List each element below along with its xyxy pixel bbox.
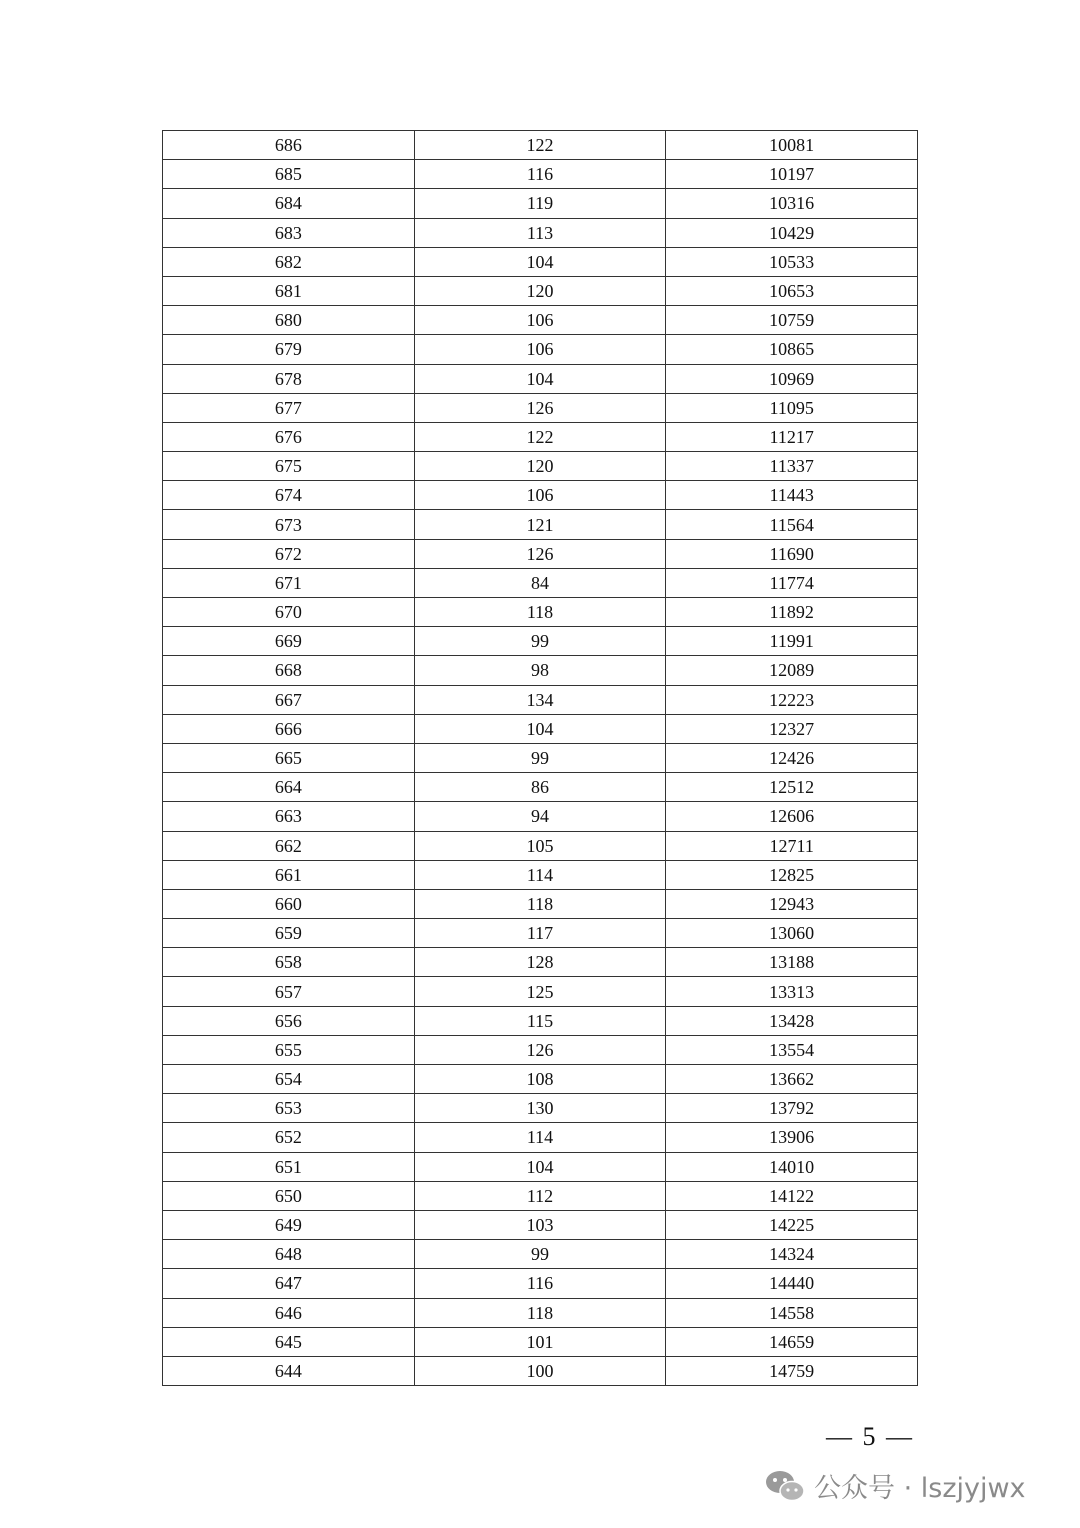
table-row [163, 568, 918, 597]
score-cell: 684 [163, 189, 415, 218]
count-cell: 121 [414, 510, 666, 539]
cumulative-cell: 10316 [666, 189, 918, 218]
table-row [163, 1240, 918, 1269]
score-cell: 676 [163, 422, 415, 451]
table-body [163, 131, 918, 1386]
cumulative-cell: 13060 [666, 919, 918, 948]
cumulative-cell: 10197 [666, 160, 918, 189]
cumulative-cell: 13554 [666, 1035, 918, 1064]
table-row [163, 743, 918, 772]
score-cell: 667 [163, 685, 415, 714]
score-cell: 672 [163, 539, 415, 568]
cumulative-cell: 13428 [666, 1006, 918, 1035]
count-cell: 120 [414, 452, 666, 481]
score-cell: 657 [163, 977, 415, 1006]
score-cell: 681 [163, 276, 415, 305]
count-cell: 99 [414, 627, 666, 656]
score-cell: 645 [163, 1327, 415, 1356]
cumulative-cell: 10653 [666, 276, 918, 305]
count-cell: 105 [414, 831, 666, 860]
count-cell: 94 [414, 802, 666, 831]
score-cell: 673 [163, 510, 415, 539]
count-cell: 118 [414, 1298, 666, 1327]
table-row [163, 276, 918, 305]
count-cell: 106 [414, 335, 666, 364]
score-cell: 678 [163, 364, 415, 393]
table-row [163, 1210, 918, 1239]
cumulative-cell: 12327 [666, 714, 918, 743]
watermark-text: 公众号 · lszjyjwx [814, 1473, 1026, 1504]
table-row [163, 802, 918, 831]
count-cell: 98 [414, 656, 666, 685]
score-cell: 682 [163, 247, 415, 276]
cumulative-cell: 11337 [666, 452, 918, 481]
count-cell: 117 [414, 919, 666, 948]
count-cell: 134 [414, 685, 666, 714]
count-cell: 118 [414, 889, 666, 918]
table-row [163, 452, 918, 481]
count-cell: 118 [414, 598, 666, 627]
count-cell: 86 [414, 773, 666, 802]
cumulative-cell: 11443 [666, 481, 918, 510]
count-cell: 84 [414, 568, 666, 597]
cumulative-cell: 14659 [666, 1327, 918, 1356]
score-cell: 661 [163, 860, 415, 889]
cumulative-cell: 14558 [666, 1298, 918, 1327]
count-cell: 126 [414, 539, 666, 568]
score-cell: 677 [163, 393, 415, 422]
count-cell: 103 [414, 1210, 666, 1239]
score-cell: 663 [163, 802, 415, 831]
table-row [163, 189, 918, 218]
count-cell: 101 [414, 1327, 666, 1356]
score-cell: 686 [163, 131, 415, 160]
count-cell: 130 [414, 1094, 666, 1123]
cumulative-cell: 13313 [666, 977, 918, 1006]
table-row [163, 131, 918, 160]
score-cell: 658 [163, 948, 415, 977]
count-cell: 106 [414, 306, 666, 335]
count-cell: 128 [414, 948, 666, 977]
count-cell: 126 [414, 1035, 666, 1064]
count-cell: 116 [414, 160, 666, 189]
table-row [163, 1181, 918, 1210]
cumulative-cell: 14010 [666, 1152, 918, 1181]
count-cell: 104 [414, 364, 666, 393]
table-row [163, 481, 918, 510]
count-cell: 122 [414, 131, 666, 160]
table-row [163, 306, 918, 335]
cumulative-cell: 14324 [666, 1240, 918, 1269]
table-row [163, 627, 918, 656]
cumulative-cell: 12089 [666, 656, 918, 685]
score-cell: 655 [163, 1035, 415, 1064]
table-row [163, 1269, 918, 1298]
score-cell: 652 [163, 1123, 415, 1152]
cumulative-cell: 14225 [666, 1210, 918, 1239]
table-row [163, 1152, 918, 1181]
count-cell: 120 [414, 276, 666, 305]
count-cell: 99 [414, 743, 666, 772]
cumulative-cell: 11095 [666, 393, 918, 422]
table-row [163, 919, 918, 948]
table-row [163, 1035, 918, 1064]
score-cell: 650 [163, 1181, 415, 1210]
table-row [163, 685, 918, 714]
cumulative-cell: 13792 [666, 1094, 918, 1123]
score-cell: 671 [163, 568, 415, 597]
score-cell: 649 [163, 1210, 415, 1239]
cumulative-cell: 14122 [666, 1181, 918, 1210]
table-row [163, 335, 918, 364]
score-cell: 668 [163, 656, 415, 685]
cumulative-cell: 13188 [666, 948, 918, 977]
count-cell: 116 [414, 1269, 666, 1298]
score-cell: 675 [163, 452, 415, 481]
table-row [163, 714, 918, 743]
cumulative-cell: 12223 [666, 685, 918, 714]
score-cell: 683 [163, 218, 415, 247]
count-cell: 108 [414, 1065, 666, 1094]
table-row [163, 1065, 918, 1094]
count-cell: 115 [414, 1006, 666, 1035]
table-row [163, 656, 918, 685]
cumulative-cell: 12606 [666, 802, 918, 831]
cumulative-cell: 13662 [666, 1065, 918, 1094]
score-cell: 664 [163, 773, 415, 802]
count-cell: 104 [414, 247, 666, 276]
count-cell: 122 [414, 422, 666, 451]
score-cell: 659 [163, 919, 415, 948]
table-row [163, 773, 918, 802]
page-number: — 5 — [826, 1422, 914, 1451]
cumulative-cell: 11774 [666, 568, 918, 597]
watermark [764, 1466, 1026, 1505]
score-cell: 648 [163, 1240, 415, 1269]
count-cell: 126 [414, 393, 666, 422]
cumulative-cell: 11217 [666, 422, 918, 451]
score-cell: 670 [163, 598, 415, 627]
table-row [163, 160, 918, 189]
table-row [163, 422, 918, 451]
score-cell: 651 [163, 1152, 415, 1181]
cumulative-cell: 12512 [666, 773, 918, 802]
cumulative-cell: 13906 [666, 1123, 918, 1152]
score-cell: 654 [163, 1065, 415, 1094]
score-cell: 656 [163, 1006, 415, 1035]
table-row [163, 1006, 918, 1035]
count-cell: 112 [414, 1181, 666, 1210]
cumulative-cell: 10969 [666, 364, 918, 393]
score-cell: 662 [163, 831, 415, 860]
count-cell: 104 [414, 714, 666, 743]
table-row [163, 393, 918, 422]
cumulative-cell: 14440 [666, 1269, 918, 1298]
table-row [163, 247, 918, 276]
score-cell: 647 [163, 1269, 415, 1298]
cumulative-cell: 10429 [666, 218, 918, 247]
cumulative-cell: 10759 [666, 306, 918, 335]
count-cell: 125 [414, 977, 666, 1006]
score-cell: 646 [163, 1298, 415, 1327]
table-row [163, 860, 918, 889]
table-row [163, 1094, 918, 1123]
cumulative-cell: 12943 [666, 889, 918, 918]
cumulative-cell: 14759 [666, 1356, 918, 1385]
count-cell: 106 [414, 481, 666, 510]
table-row [163, 539, 918, 568]
cumulative-cell: 11564 [666, 510, 918, 539]
cumulative-cell: 12825 [666, 860, 918, 889]
count-cell: 104 [414, 1152, 666, 1181]
score-cell: 653 [163, 1094, 415, 1123]
score-cell: 680 [163, 306, 415, 335]
cumulative-cell: 11892 [666, 598, 918, 627]
cumulative-cell: 12711 [666, 831, 918, 860]
table-row [163, 977, 918, 1006]
cumulative-cell: 10081 [666, 131, 918, 160]
score-cell: 685 [163, 160, 415, 189]
score-cell: 666 [163, 714, 415, 743]
cumulative-cell: 12426 [666, 743, 918, 772]
score-cell: 679 [163, 335, 415, 364]
score-cell: 644 [163, 1356, 415, 1385]
score-cell: 674 [163, 481, 415, 510]
score-cell: 669 [163, 627, 415, 656]
table-row [163, 1298, 918, 1327]
table-row [163, 1356, 918, 1385]
table-row [163, 218, 918, 247]
wechat-icon [764, 1468, 806, 1504]
count-cell: 113 [414, 218, 666, 247]
count-cell: 99 [414, 1240, 666, 1269]
table-row [163, 510, 918, 539]
score-cell: 665 [163, 743, 415, 772]
table-row [163, 831, 918, 860]
cumulative-cell: 10865 [666, 335, 918, 364]
score-cell: 660 [163, 889, 415, 918]
cumulative-cell: 11991 [666, 627, 918, 656]
count-cell: 114 [414, 1123, 666, 1152]
table-row [163, 1123, 918, 1152]
count-cell: 100 [414, 1356, 666, 1385]
table-row [163, 1327, 918, 1356]
table-row [163, 364, 918, 393]
cumulative-cell: 11690 [666, 539, 918, 568]
table-row [163, 948, 918, 977]
count-cell: 119 [414, 189, 666, 218]
table-row [163, 598, 918, 627]
cumulative-cell: 10533 [666, 247, 918, 276]
count-cell: 114 [414, 860, 666, 889]
table-row [163, 889, 918, 918]
score-table [162, 130, 918, 1386]
